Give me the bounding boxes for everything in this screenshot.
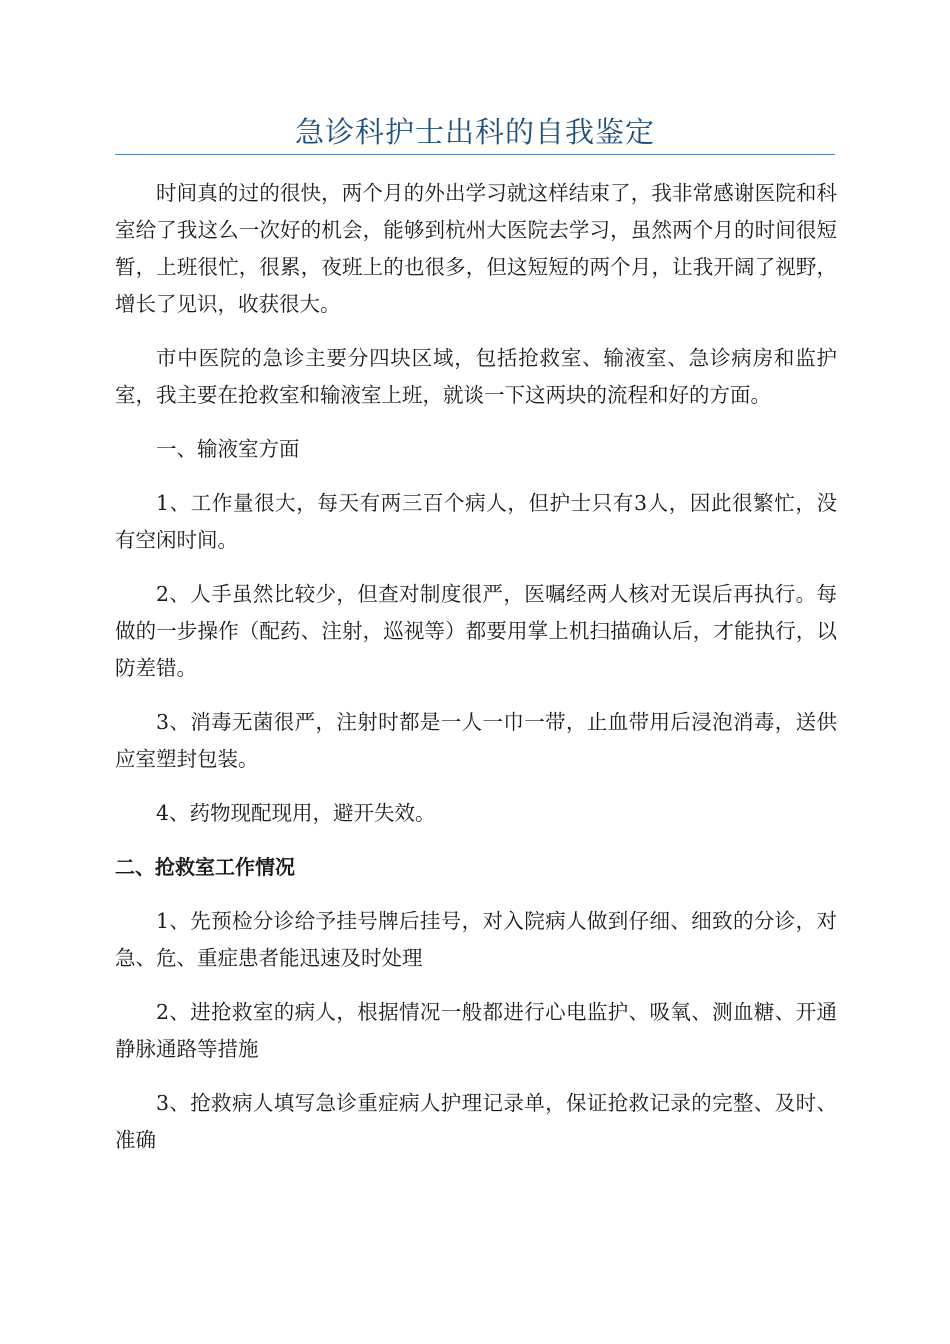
list-item: 3、抢救病人填写急诊重症病人护理记录单，保证抢救记录的完整、及时、准确 [115,1091,837,1152]
list-item: 3、消毒无菌很严，注射时都是一人一巾一带，止血带用后浸泡消毒，送供应室塑封包装。 [115,710,837,771]
list-item: 1、工作量很大，每天有两三百个病人，但护士只有3人，因此很繁忙，没有空闲时间。 [115,491,837,552]
paragraph-overview: 市中医院的急诊主要分四块区域，包括抢救室、输液室、急诊病房和监护室，我主要在抢救室和输液室上班，就谈一下这两块的流程和好的方面。 [115,346,837,407]
section-heading-infusion: 一、输液室方面 [156,437,300,461]
list-item: 2、进抢救室的病人，根据情况一般都进行心电监护、吸氧、测血糖、开通静脉通路等措施 [115,1000,837,1061]
document-title: 急诊科护士出科的自我鉴定 [294,115,655,149]
list-item: 2、人手虽然比较少，但查对制度很严，医嘱经两人核对无误后再执行。每做的一步操作（配药、注射，巡视等）都要用掌上机扫描确认后，才能执行，以防差错。 [115,582,837,680]
list-item: 4、药物现配现用，避开失效。 [156,801,436,825]
document-body [115,175,837,1176]
title-underline [115,154,835,155]
list-item: 1、先预检分诊给予挂号牌后挂号，对入院病人做到仔细、细致的分诊，对急、危、重症患者能迅速及时处理 [115,909,837,970]
section-heading-rescue: 二、抢救室工作情况 [115,855,295,879]
paragraph-intro: 时间真的过的很快，两个月的外出学习就这样结束了，我非常感谢医院和科室给了我这么一次好的机会，能够到杭州大医院去学习，虽然两个月的时间很短暂，上班很忙，很累，夜班上的也很多，但这短短的两个月，让我开阔了视野，增长了见识，收获很大。 [115,181,837,316]
